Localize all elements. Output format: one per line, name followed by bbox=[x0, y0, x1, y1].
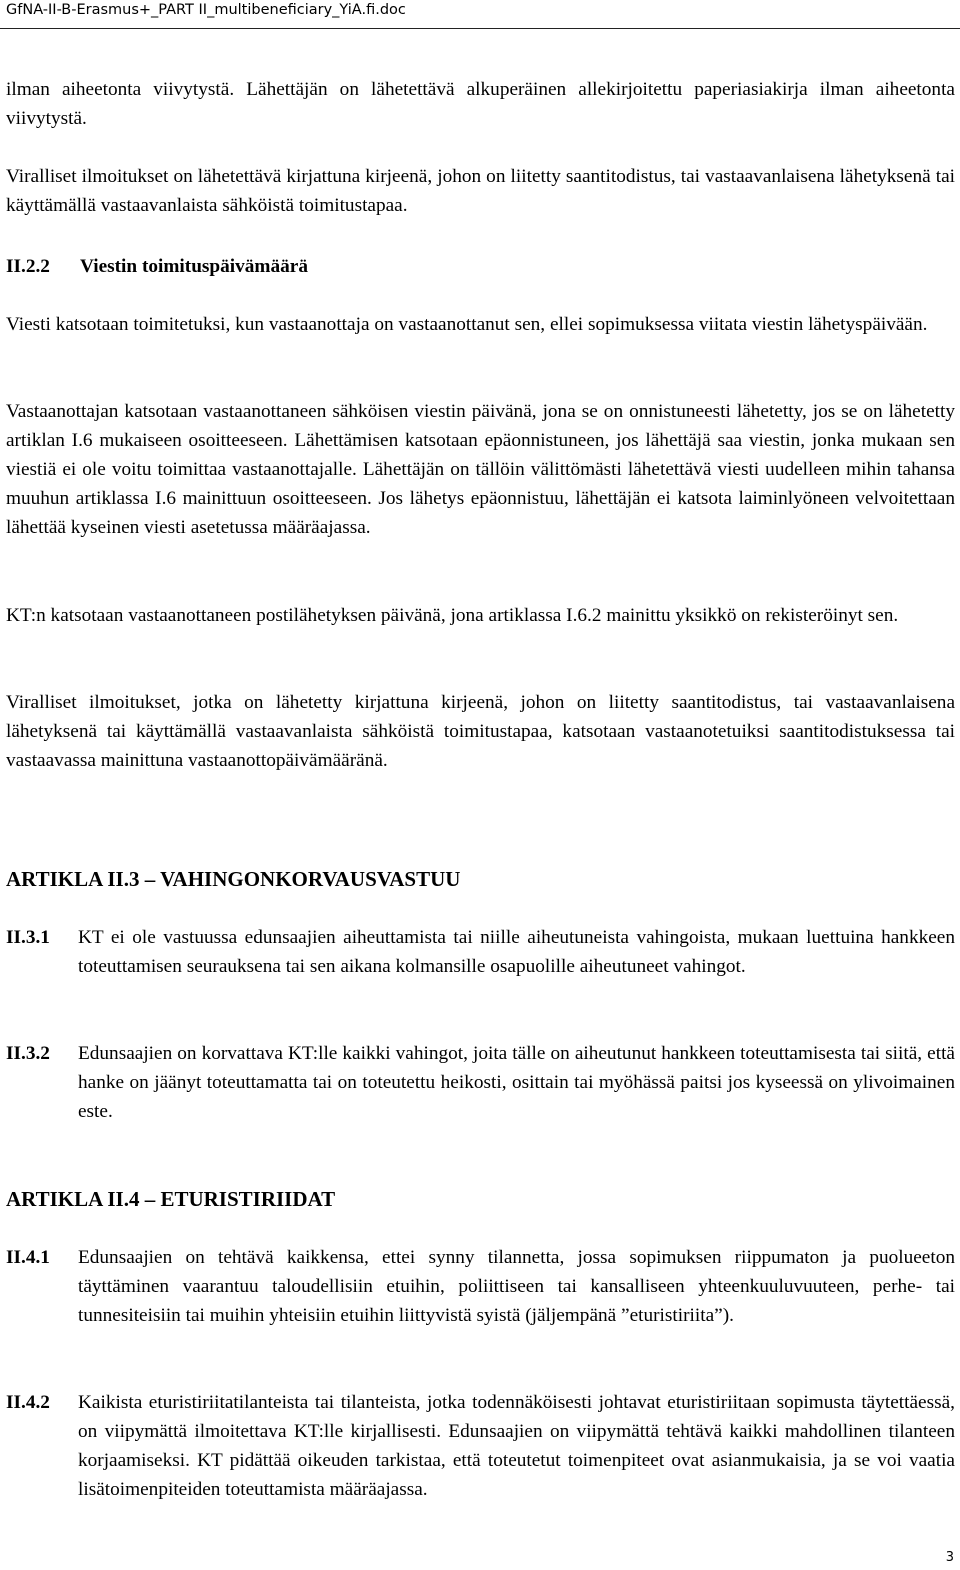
clause-text: Edunsaajien on korvattava KT:lle kaikki vahingot, joita tälle on aiheutunut hankkeen toteuttamisesta tai siitä, että hanke on jäänyt toteuttamatta tai on toteutettu heikosti, osittain tai myöhässä paitsi jos kyseessä on ylivoimainen este. bbox=[78, 1043, 955, 1122]
subsection-title: Viestin toimituspäivämäärä bbox=[80, 256, 308, 277]
paragraph-2: Viralliset ilmoitukset on lähetettävä kirjattuna kirjeenä, johon on liitetty saantitodistus, tai vastaavanlaisena lähetyksenä tai käyttämällä vastaavanlaista sähköistä toimitustapaa. bbox=[6, 166, 955, 216]
clause bbox=[6, 1243, 955, 1330]
clause-number: II.3.1 bbox=[6, 927, 50, 948]
clause-number: II.3.2 bbox=[6, 1043, 50, 1064]
header-divider bbox=[0, 28, 960, 29]
clause-text: Edunsaajien on tehtävä kaikkensa, ettei synny tilannetta, jossa sopimuksen riippumaton ja puolueeton täyttäminen vaarantuu taloudellisiin etuihin, poliittiseen tai kansalliseen yhteenkuuluvuuteen, perhe- tai tunnesiteisiin tai muihin yhteisiin etuihin liittyvistä syistä (jäljempänä ”eturistiriita”). bbox=[78, 1247, 955, 1326]
clause bbox=[6, 923, 955, 981]
article-heading: ARTIKLA II.4 – ETURISTIRIIDAT bbox=[6, 1187, 336, 1211]
clause bbox=[6, 1039, 955, 1126]
article-heading: ARTIKLA II.3 – VAHINGONKORVAUSVASTUU bbox=[6, 867, 461, 891]
paragraph-4: Vastaanottajan katsotaan vastaanottaneen sähköisen viestin päivänä, jona se on onnistuneesti lähetetty, jos se on lähetetty artiklan I.6 mukaiseen osoitteeseen. Lähettämisen katsotaan epäonnistuneen, jos lähettäjä saa viestin, jonka mukaan sen viestiä ei ole voitu toimittaa vastaanottajalle. Lähettäjän on tällöin välittömästi lähetettävä viesti uudelleen mihin tahansa muuhun artiklassa I.6 mainittuun osoitteeseen. Jos lähetys epäonnistuu, lähettäjän ei katsota laiminlyöneen velvoitettaan lähettää kyseinen viesti asetetussa määräajassa. bbox=[6, 401, 955, 538]
paragraph-1: ilman aiheetonta viivytystä. Lähettäjän on lähetettävä alkuperäinen allekirjoitettu paperiasiakirja ilman aiheetonta viivytystä. bbox=[6, 79, 955, 129]
subsection-heading bbox=[6, 252, 308, 281]
page-number: 3 bbox=[945, 1550, 954, 1565]
clause-number: II.4.1 bbox=[6, 1247, 50, 1268]
paragraph-3: Viesti katsotaan toimitetuksi, kun vastaanottaja on vastaanottanut sen, ellei sopimuksessa viitata viestin lähetyspäivään. bbox=[6, 314, 928, 335]
paragraph-5: KT:n katsotaan vastaanottaneen postilähetyksen päivänä, jona artiklassa I.6.2 mainittu yksikkö on rekisteröinyt sen. bbox=[6, 605, 899, 626]
document-filename-header: GfNA-II-B-Erasmus+_PART II_multibeneficiary_YiA.fi.doc bbox=[6, 2, 406, 18]
clause-text: KT ei ole vastuussa edunsaajien aiheuttamista tai niille aiheutuneista vahingoista, mukaan luettuina hankkeen toteuttamisen seurauksena tai sen aikana kolmansille osapuolille aiheutuneet vahingot. bbox=[78, 927, 955, 977]
clause bbox=[6, 1388, 955, 1504]
clause-number: II.4.2 bbox=[6, 1392, 50, 1413]
clause-text: Kaikista eturistiriitatilanteista tai tilanteista, jotka todennäköisesti johtavat eturistiriitaan sopimusta täytettäessä, on viipymättä ilmoitettava KT:lle kirjallisesti. Edunsaajien on viipymättä tehtävä kaikki mahdollinen tilanteen korjaamiseksi. KT pidättää oikeuden tarkistaa, että toteutetut toimenpiteet ovat asianmukaisia, ja se voi vaatia lisätoimenpiteiden toteuttamista määräajassa. bbox=[78, 1392, 955, 1500]
subsection-number: II.2.2 bbox=[6, 256, 50, 277]
paragraph-6: Viralliset ilmoitukset, jotka on lähetetty kirjattuna kirjeenä, johon on liitetty saantitodistus, tai vastaavanlaisena lähetyksenä tai käyttämällä vastaavanlaista sähköistä toimitustapaa, katsotaan vastaanotetuiksi saantitodistuksessa tai vastaavassa mainittuna vastaanottopäivämääränä. bbox=[6, 692, 955, 771]
